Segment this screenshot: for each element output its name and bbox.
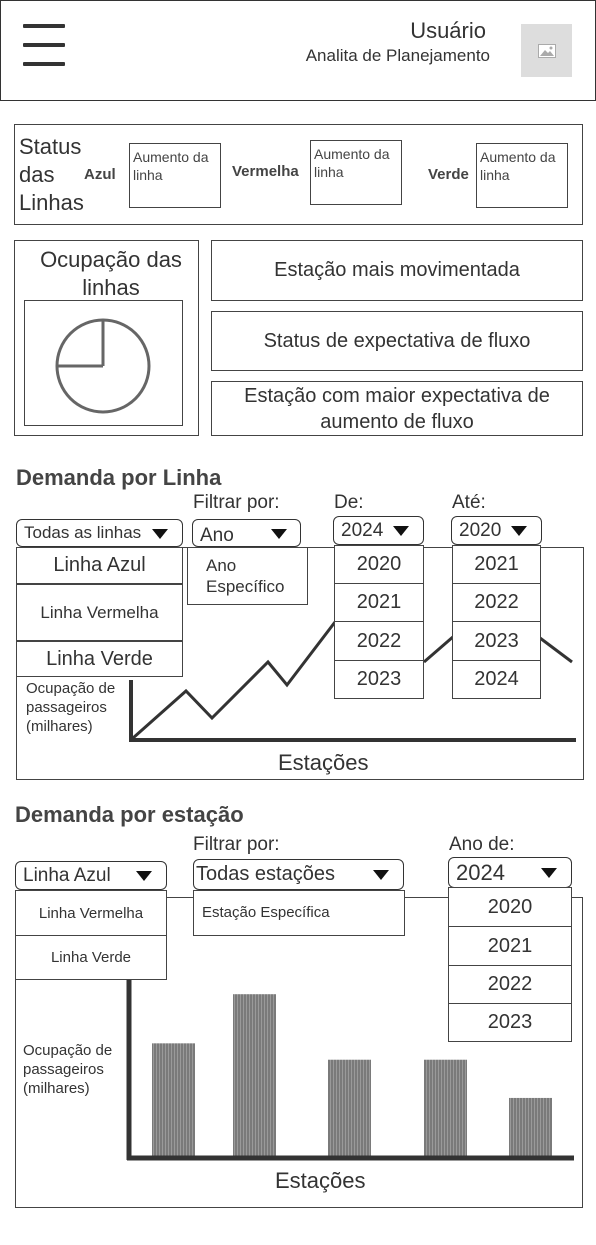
line-status-azul: Aumento da linha [129,143,221,208]
image-placeholder-icon [538,44,556,58]
from-year-option[interactable]: 2020 [334,545,424,584]
station-year-option[interactable]: 2023 [448,1003,572,1042]
to-year-option[interactable]: 2021 [452,545,541,584]
station-bar [152,1043,195,1158]
pie-chart-frame [24,300,183,426]
flow-expectation-card[interactable]: Status de expectativa de fluxo [211,311,583,371]
station-select[interactable] [193,859,404,890]
station-year-option[interactable]: 2022 [448,965,572,1004]
chevron-down-icon [152,529,168,539]
demand-line-from-label: De: [334,492,364,513]
station-select-value: Todas estações [196,863,335,885]
demand-station-filter-label: Filtrar por: [193,834,280,855]
filter-select-value: Ano [200,525,234,546]
station-bar [424,1060,467,1158]
line-select-value: Todas as linhas [24,523,142,542]
to-year-option[interactable]: 2023 [452,621,541,661]
line-status-vermelha: Aumento da linha [310,140,402,205]
line-option-vermelha[interactable]: Linha Vermelha [16,584,183,641]
demand-station-year-label: Ano de: [449,834,515,855]
from-year-option[interactable]: 2022 [334,621,424,661]
station-year-value: 2024 [456,859,505,885]
demand-line-x-label: Estações [278,750,369,775]
station-option-specific[interactable]: Estação Específica [193,890,405,936]
filter-select[interactable] [192,519,301,547]
line-status-title: Status das Linhas [19,134,84,215]
station-year-select[interactable] [448,857,572,888]
chevron-down-icon [511,526,527,536]
line-name-verde: Verde [428,166,469,183]
from-year-select[interactable] [333,516,424,545]
station-line-option-vermelha[interactable]: Linha Vermelha [15,890,167,936]
station-line-option-verde[interactable]: Linha Verde [15,935,167,980]
demand-line-filter-label: Filtrar por: [193,492,280,513]
line-name-vermelha: Vermelha [232,163,299,180]
user-name: Usuário [410,18,486,43]
line-name-azul: Azul [84,166,116,183]
line-option-verde[interactable]: Linha Verde [16,641,183,677]
demand-line-to-label: Até: [452,492,486,513]
filter-option-specific-year[interactable]: Ano Específico [187,547,308,605]
station-year-option[interactable]: 2020 [448,887,572,927]
pie-chart [25,301,182,425]
hamburger-menu-icon[interactable] [23,24,65,68]
station-line-select[interactable] [15,861,167,890]
demand-line-title: Demanda por Linha [16,465,222,490]
demand-line-y-label: Ocupação de passageiros (milhares) [26,680,116,735]
avatar[interactable] [521,24,572,77]
busiest-station-card[interactable]: Estação mais movimentada [211,240,583,301]
chevron-down-icon [136,871,152,881]
from-year-value: 2024 [341,519,384,541]
to-year-option[interactable]: 2024 [452,660,541,699]
station-year-option[interactable]: 2021 [448,926,572,966]
chevron-down-icon [271,529,287,539]
to-year-select[interactable] [451,516,542,545]
from-year-option[interactable]: 2023 [334,660,424,699]
demand-series-segment [424,636,454,662]
user-role: Analita de Planejamento [305,46,490,65]
demand-series-segment [540,638,572,662]
highest-growth-station-card[interactable]: Estação com maior expectativa de aumento de fluxo [211,381,583,436]
chevron-down-icon [373,870,389,880]
station-bar [233,994,276,1158]
from-year-option[interactable]: 2021 [334,583,424,622]
station-bar [328,1060,371,1158]
to-year-option[interactable]: 2022 [452,583,541,622]
station-bar [509,1098,552,1158]
line-select[interactable] [16,519,183,547]
demand-station-x-label: Estações [275,1168,366,1193]
occupancy-title: Ocupação das linhas [40,247,182,300]
chevron-down-icon [393,526,409,536]
chevron-down-icon [541,868,557,878]
station-line-select-value: Linha Azul [23,864,111,886]
demand-station-title: Demanda por estação [15,802,244,827]
to-year-value: 2020 [459,519,502,541]
line-option-azul[interactable]: Linha Azul [16,547,183,584]
demand-station-y-label: Ocupação de passageiros (milhares) [23,1042,113,1097]
line-status-verde: Aumento da linha [476,143,568,208]
